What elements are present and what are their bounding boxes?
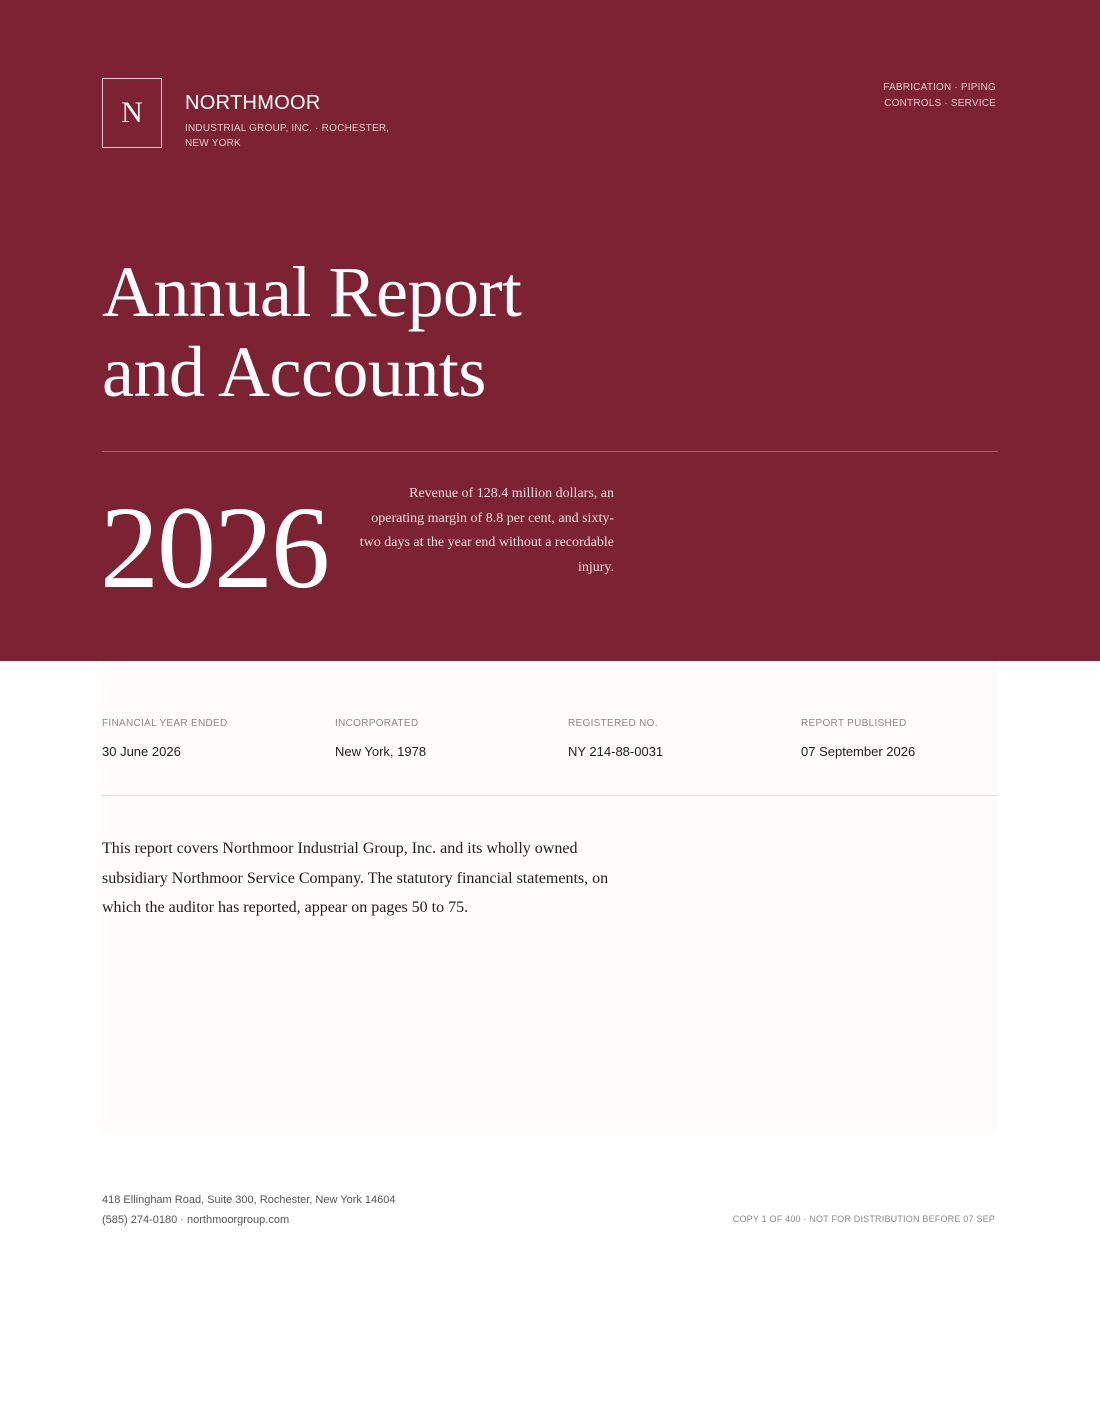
fact-value: 07 September 2026 bbox=[801, 744, 916, 759]
facts-divider bbox=[102, 795, 998, 796]
year-summary: Revenue of 128.4 million dollars, an operating margin of 8.8 per cent, and sixty-two days at the year end without a recordable injury. bbox=[359, 486, 614, 575]
report-title bbox=[102, 252, 521, 412]
fact-report-published bbox=[801, 717, 1034, 760]
fact-label: FINANCIAL YEAR ENDED bbox=[102, 718, 228, 729]
address-line-2: (585) 274-0180 · northmoorgroup.com bbox=[102, 1214, 290, 1226]
intro-paragraph: This report covers Northmoor Industrial Group, Inc. and its wholly owned subsidiary Northmoor Service Company. The statutory financial statements, on which the auditor has reported, appear on pages 50 to 75. bbox=[102, 840, 609, 916]
fact-label: REGISTERED NO. bbox=[568, 718, 658, 729]
facts-row bbox=[102, 717, 1035, 760]
tagline-line-1: FABRICATION · PIPING bbox=[883, 82, 996, 93]
footer-address bbox=[102, 1190, 396, 1230]
fact-value: 30 June 2026 bbox=[102, 744, 181, 759]
report-title-line-2: and Accounts bbox=[102, 332, 486, 412]
fact-value: NY 214-88-0031 bbox=[568, 744, 664, 759]
address-line-1: 418 Ellingham Road, Suite 300, Rochester, New York 14604 bbox=[102, 1194, 396, 1206]
fact-registered-no bbox=[568, 717, 801, 760]
report-title-line-1: Annual Report bbox=[102, 252, 522, 332]
monogram-logo bbox=[102, 78, 162, 148]
tagline-line-2: CONTROLS · SERVICE bbox=[884, 98, 996, 109]
company-subtitle: INDUSTRIAL GROUP, INC. · ROCHESTER, NEW YORK bbox=[185, 123, 390, 149]
monogram-letter: N bbox=[121, 96, 143, 129]
fact-financial-year bbox=[102, 717, 335, 760]
distribution-notice: COPY 1 OF 400 · NOT FOR DISTRIBUTION BEFORE 07 SEP bbox=[732, 1214, 995, 1224]
fact-incorporated bbox=[335, 717, 568, 760]
fact-label: REPORT PUBLISHED bbox=[801, 718, 907, 729]
company-name: NORTHMOOR bbox=[185, 92, 321, 114]
title-divider bbox=[102, 451, 998, 452]
fact-value: New York, 1978 bbox=[335, 744, 427, 759]
report-year: 2026 bbox=[100, 482, 328, 613]
fact-label: INCORPORATED bbox=[335, 718, 419, 729]
service-tagline bbox=[836, 80, 996, 112]
